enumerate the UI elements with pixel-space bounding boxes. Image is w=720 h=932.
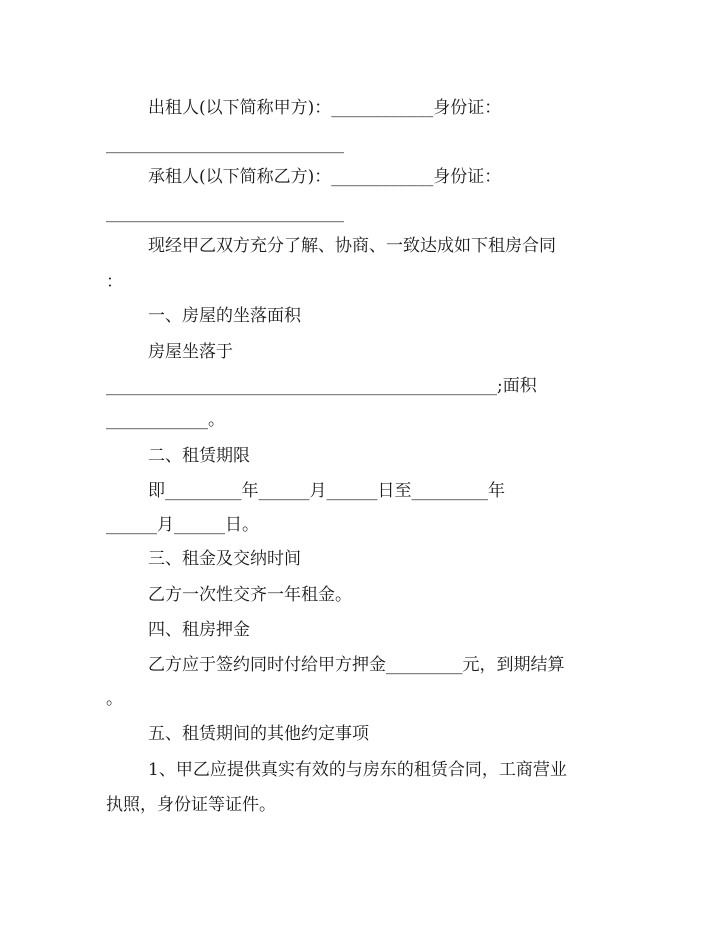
property-location: 房屋坐落于 (148, 342, 233, 362)
lease-period-end: ______月______日。 (106, 515, 259, 535)
property-area-blank: ____________。 (106, 410, 225, 430)
section-4-heading: 四、租房押金 (148, 620, 250, 640)
preamble-colon: ： (106, 272, 123, 292)
deposit-period: 。 (106, 689, 123, 709)
lessee-line: 承租人(以下简称乙方)：____________身份证： (148, 167, 502, 187)
lease-period-start: 即_________年______月______日至_________年 (148, 481, 505, 501)
section-1-heading: 一、房屋的坐落面积 (148, 306, 301, 326)
section-5-heading: 五、租赁期间的其他约定事项 (148, 724, 369, 744)
deposit-text: 乙方应于签约同时付给甲方押金_________元，到期结算 (148, 655, 565, 675)
section-2-heading: 二、租赁期限 (148, 446, 250, 466)
lessor-id-blank: ____________________________ (106, 134, 344, 154)
lessor-line: 出租人(以下简称甲方)：____________身份证： (148, 98, 502, 118)
property-address-blank: ______________________________________________;面积 (106, 376, 537, 396)
clause-1-continuation: 执照，身份证等证件。 (106, 795, 276, 815)
clause-1-text: 1、甲乙应提供真实有效的与房东的租赁合同，工商营业 (148, 760, 567, 780)
lessee-id-blank: ____________________________ (106, 203, 344, 223)
preamble-text: 现经甲乙双方充分了解、协商、一致达成如下租房合同 (148, 236, 556, 256)
rent-payment-text: 乙方一次性交齐一年租金。 (148, 585, 352, 605)
section-3-heading: 三、租金及交纳时间 (148, 549, 301, 569)
